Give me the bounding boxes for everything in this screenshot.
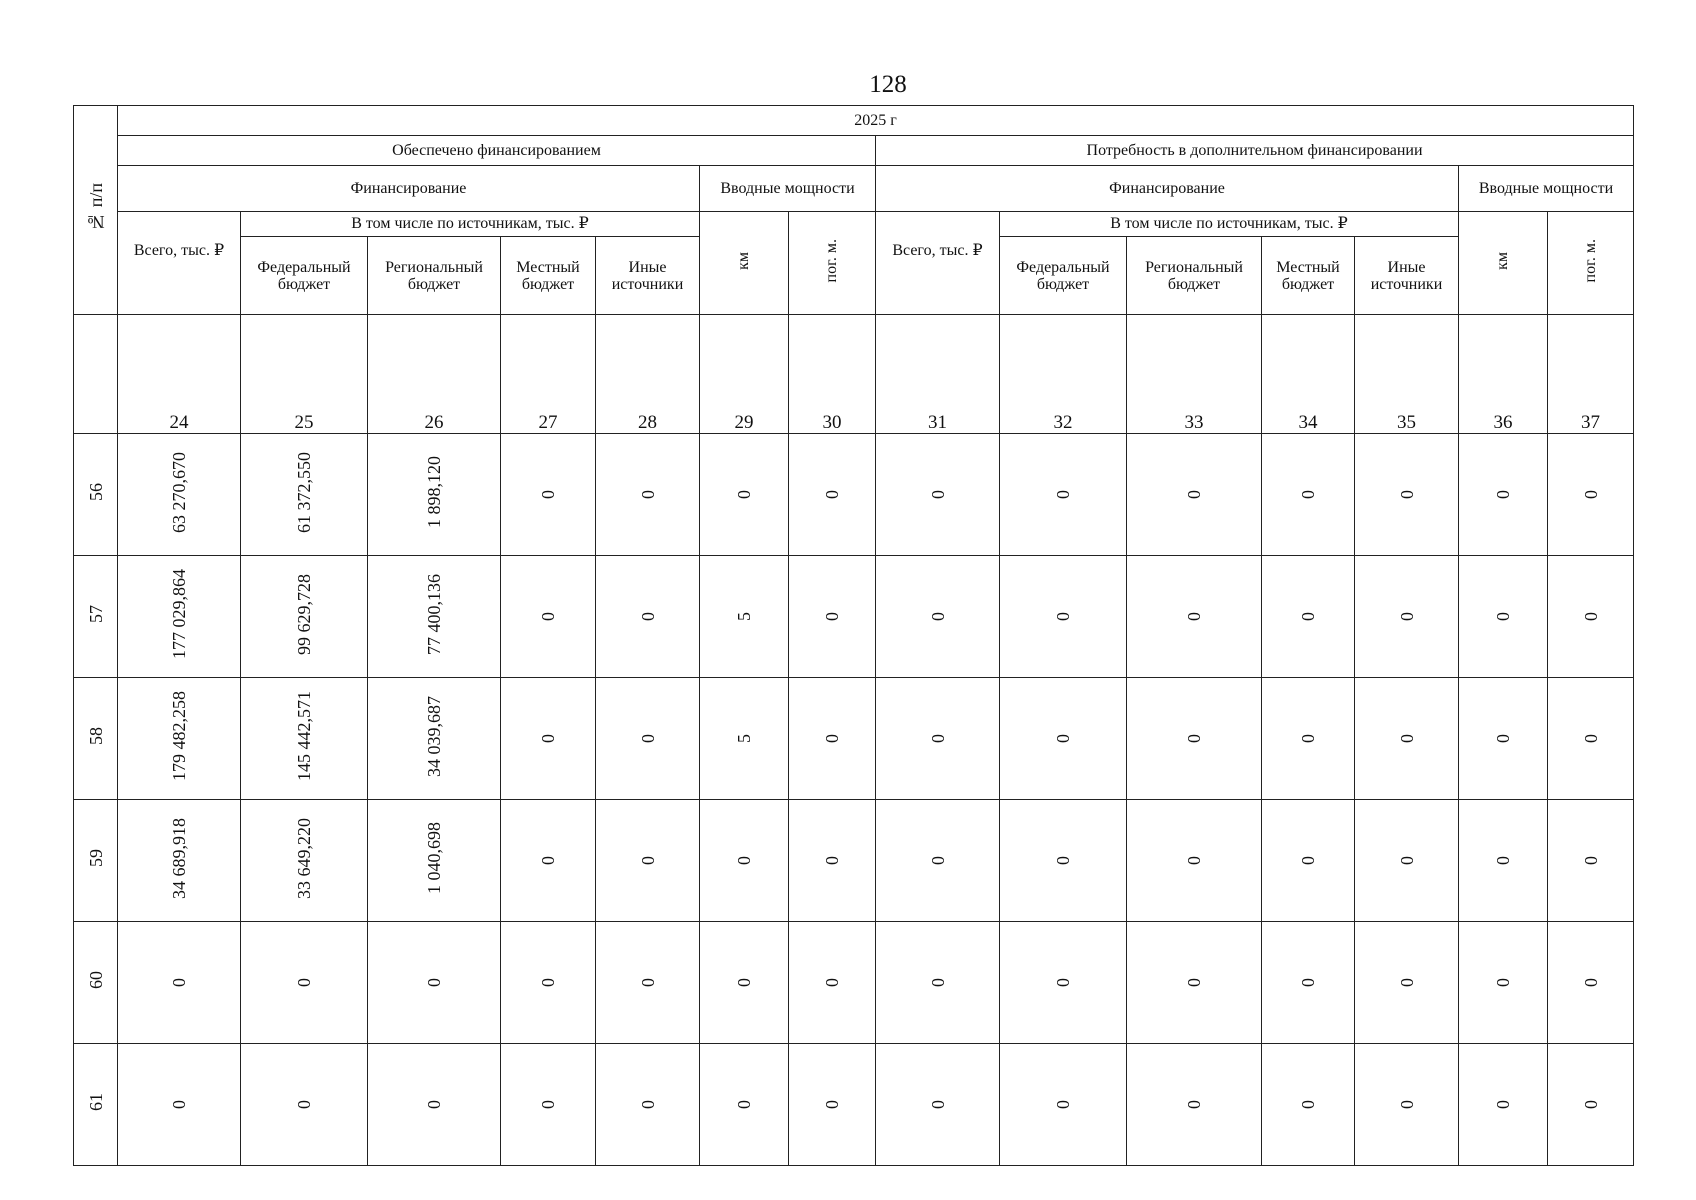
cell-value: 0 — [1184, 855, 1204, 865]
cell-value: 1 040,698 — [424, 822, 444, 894]
table-cell — [1548, 922, 1634, 1044]
table-cell — [596, 922, 700, 1044]
row-number-header — [74, 106, 118, 315]
cell-value: 0 — [1184, 733, 1204, 743]
table-cell — [118, 922, 241, 1044]
cell-value: 0 — [1493, 611, 1513, 621]
table-cell — [1000, 922, 1127, 1044]
cell-value: 0 — [1493, 855, 1513, 865]
cell-value: 0 — [1396, 489, 1417, 499]
cell-value: 0 — [637, 733, 658, 743]
table-cell — [1459, 922, 1548, 1044]
cell-value: 0 — [927, 733, 948, 743]
cell-value: 0 — [1298, 855, 1318, 865]
table-cell — [501, 1044, 596, 1166]
table-cell — [241, 800, 368, 922]
cell-value: 0 — [538, 1099, 558, 1109]
table-cell — [1000, 556, 1127, 678]
pog-m-label: пог. м. — [1581, 238, 1599, 283]
cell-value: 0 — [1053, 733, 1073, 743]
cell-value: 0 — [424, 1099, 444, 1109]
table-cell — [1262, 556, 1355, 678]
row-number: 60 — [85, 971, 106, 989]
table-cell — [1000, 434, 1127, 556]
table-cell — [700, 800, 789, 922]
table-cell — [241, 556, 368, 678]
table-cell — [876, 678, 1000, 800]
table-cell — [1127, 434, 1262, 556]
cell-value: 0 — [538, 733, 558, 743]
cell-value: 0 — [1493, 733, 1513, 743]
pog-m-label: пог. м. — [823, 238, 840, 283]
table-row — [74, 1044, 1634, 1166]
table-cell — [700, 556, 789, 678]
cell-value: 0 — [1396, 977, 1417, 987]
cell-value: 0 — [927, 977, 948, 987]
table-cell — [1548, 556, 1634, 678]
cell-value: 0 — [734, 489, 754, 499]
cell-value: 0 — [822, 733, 842, 743]
table-cell — [1459, 1044, 1548, 1166]
km-header-need — [1459, 212, 1548, 315]
table-cell — [700, 922, 789, 1044]
cell-value: 0 — [734, 1099, 754, 1109]
row-number-cell — [74, 922, 118, 1044]
table-cell — [501, 800, 596, 922]
row-number: 58 — [85, 727, 106, 745]
cell-value: 0 — [1298, 489, 1318, 499]
cell-value: 0 — [1053, 977, 1073, 987]
column-number: 33 — [1127, 315, 1262, 434]
table-cell — [501, 678, 596, 800]
table-body — [74, 434, 1634, 1166]
km-header-secured — [700, 212, 789, 315]
cell-value: 0 — [1298, 1099, 1318, 1109]
financing-table — [73, 105, 1634, 1166]
pog-m-header-secured — [789, 212, 876, 315]
table-cell — [118, 434, 241, 556]
cell-value: 0 — [1053, 489, 1073, 499]
local-header-need: Местный бюджет — [1262, 237, 1355, 315]
row-number-cell — [74, 434, 118, 556]
cell-value: 0 — [1580, 733, 1601, 743]
table-cell — [368, 1044, 501, 1166]
table-cell — [700, 1044, 789, 1166]
cell-value: 0 — [1184, 977, 1204, 987]
table-cell — [1355, 678, 1459, 800]
total-header-secured: Всего, тыс. ₽ — [118, 212, 241, 315]
cell-value: 0 — [1580, 611, 1601, 621]
cell-value: 0 — [1396, 733, 1417, 743]
table-cell — [596, 556, 700, 678]
table-row — [74, 678, 1634, 800]
table-cell — [1548, 800, 1634, 922]
cell-value: 0 — [169, 1099, 189, 1109]
table-cell — [1459, 678, 1548, 800]
table-cell — [241, 922, 368, 1044]
table-cell — [241, 1044, 368, 1166]
other-header-need: Иные источники — [1355, 237, 1459, 315]
cell-value: 0 — [734, 977, 754, 987]
table-cell — [368, 678, 501, 800]
other-header-secured: Иные источники — [596, 237, 700, 315]
table-cell — [1548, 678, 1634, 800]
row-number-cell — [74, 678, 118, 800]
cell-value: 0 — [538, 489, 558, 499]
row-number-label: № п/п — [85, 183, 106, 232]
table-cell — [789, 434, 876, 556]
row-number: 56 — [85, 483, 106, 501]
table-cell — [1548, 434, 1634, 556]
table-cell — [876, 922, 1000, 1044]
km-label: км — [1494, 251, 1511, 270]
table-cell — [1459, 434, 1548, 556]
cell-value: 0 — [1493, 489, 1513, 499]
column-number: 29 — [700, 315, 789, 434]
cell-value: 0 — [1053, 1099, 1073, 1109]
cell-value: 5 — [734, 733, 754, 743]
capacity-header-secured: Вводные мощности — [700, 166, 876, 212]
cell-value: 0 — [927, 611, 948, 621]
cell-value: 61 372,550 — [294, 451, 314, 533]
cell-value: 145 442,571 — [294, 691, 314, 781]
cell-value: 0 — [1184, 489, 1204, 499]
by-sources-header-secured: В том числе по источникам, тыс. ₽ — [241, 212, 700, 237]
cell-value: 0 — [294, 1099, 314, 1109]
column-number: 37 — [1548, 315, 1634, 434]
column-number: 26 — [368, 315, 501, 434]
column-number-row — [74, 315, 1634, 434]
table-cell — [1262, 678, 1355, 800]
table-row — [74, 434, 1634, 556]
regional-header-secured: Региональный бюджет — [368, 237, 501, 315]
cell-value: 34 039,687 — [424, 695, 444, 777]
cell-value: 33 649,220 — [294, 817, 314, 899]
table-cell — [1000, 800, 1127, 922]
table-cell — [1355, 556, 1459, 678]
cell-value: 0 — [1396, 1099, 1417, 1109]
cell-value: 0 — [637, 611, 658, 621]
column-number: 24 — [118, 315, 241, 434]
cell-value: 0 — [927, 1099, 948, 1109]
table-cell — [1262, 922, 1355, 1044]
secured-header: Обеспечено финансированием — [118, 136, 876, 166]
table-cell — [118, 678, 241, 800]
table-cell — [368, 922, 501, 1044]
table-cell — [1459, 556, 1548, 678]
table-cell — [876, 800, 1000, 922]
cell-value: 5 — [734, 611, 754, 621]
column-number: 35 — [1355, 315, 1459, 434]
cell-value: 0 — [538, 977, 558, 987]
cell-value: 0 — [1298, 733, 1318, 743]
table-cell — [596, 434, 700, 556]
total-header-need: Всего, тыс. ₽ — [876, 212, 1000, 315]
table-cell — [1127, 800, 1262, 922]
table-cell — [1355, 1044, 1459, 1166]
cell-value: 0 — [1184, 1099, 1204, 1109]
table-cell — [596, 800, 700, 922]
table-cell — [501, 922, 596, 1044]
table-cell — [1127, 556, 1262, 678]
cell-value: 0 — [637, 977, 658, 987]
cell-value: 0 — [1580, 1099, 1601, 1109]
cell-value: 179 482,258 — [169, 691, 189, 781]
table-row — [74, 556, 1634, 678]
federal-header-need: Федеральный бюджет — [1000, 237, 1127, 315]
table-cell — [789, 678, 876, 800]
pog-m-header-need — [1548, 212, 1634, 315]
cell-value: 99 629,728 — [294, 573, 314, 655]
km-label: км — [735, 251, 752, 270]
table-cell — [1548, 1044, 1634, 1166]
column-number: 36 — [1459, 315, 1548, 434]
table-cell — [501, 556, 596, 678]
table-cell — [700, 678, 789, 800]
cell-value: 34 689,918 — [169, 817, 189, 899]
cell-value: 0 — [927, 489, 948, 499]
year-header: 2025 г — [118, 106, 1634, 136]
cell-value: 0 — [1298, 977, 1318, 987]
cell-value: 0 — [734, 855, 754, 865]
cell-value: 0 — [637, 855, 658, 865]
cell-value: 0 — [1580, 977, 1601, 987]
table-cell — [1262, 800, 1355, 922]
table-cell — [118, 1044, 241, 1166]
column-number-empty — [74, 315, 118, 434]
table-cell — [501, 434, 596, 556]
row-number: 61 — [85, 1093, 106, 1111]
table-cell — [700, 434, 789, 556]
table-cell — [241, 678, 368, 800]
cell-value: 0 — [1053, 611, 1073, 621]
column-number: 32 — [1000, 315, 1127, 434]
regional-header-need: Региональный бюджет — [1127, 237, 1262, 315]
cell-value: 0 — [538, 611, 558, 621]
table-cell — [1262, 434, 1355, 556]
table-cell — [596, 678, 700, 800]
cell-value: 177 029,864 — [169, 569, 189, 659]
cell-value: 0 — [1184, 611, 1204, 621]
cell-value: 0 — [294, 977, 314, 987]
table-cell — [1355, 922, 1459, 1044]
column-number: 31 — [876, 315, 1000, 434]
cell-value: 0 — [822, 855, 842, 865]
table-cell — [241, 434, 368, 556]
cell-value: 0 — [1396, 855, 1417, 865]
table-cell — [368, 434, 501, 556]
cell-value: 0 — [1580, 489, 1601, 499]
table-row — [74, 800, 1634, 922]
table-cell — [368, 800, 501, 922]
cell-value: 0 — [1493, 977, 1513, 987]
cell-value: 0 — [822, 611, 842, 621]
table-cell — [876, 1044, 1000, 1166]
cell-value: 77 400,136 — [424, 573, 444, 655]
financing-header-need: Финансирование — [876, 166, 1459, 212]
column-number: 28 — [596, 315, 700, 434]
table-cell — [1127, 1044, 1262, 1166]
table-cell — [118, 556, 241, 678]
table-cell — [789, 800, 876, 922]
cell-value: 0 — [1053, 855, 1073, 865]
table-cell — [1000, 1044, 1127, 1166]
table-cell — [1262, 1044, 1355, 1166]
cell-value: 63 270,670 — [169, 451, 189, 533]
need-header: Потребность в дополнительном финансировании — [876, 136, 1634, 166]
table-cell — [1127, 678, 1262, 800]
table-cell — [118, 800, 241, 922]
table-cell — [789, 1044, 876, 1166]
column-number: 27 — [501, 315, 596, 434]
federal-header-secured: Федеральный бюджет — [241, 237, 368, 315]
row-number-cell — [74, 556, 118, 678]
table-cell — [789, 556, 876, 678]
cell-value: 0 — [1396, 611, 1417, 621]
cell-value: 0 — [822, 1099, 842, 1109]
table-cell — [368, 556, 501, 678]
table-cell — [1000, 678, 1127, 800]
column-number: 34 — [1262, 315, 1355, 434]
table-cell — [1127, 922, 1262, 1044]
table-row — [74, 922, 1634, 1044]
column-number: 30 — [789, 315, 876, 434]
cell-value: 0 — [637, 1099, 658, 1109]
column-number: 25 — [241, 315, 368, 434]
table-cell — [1459, 800, 1548, 922]
cell-value: 0 — [1580, 855, 1601, 865]
row-number-cell — [74, 800, 118, 922]
row-number-cell — [74, 1044, 118, 1166]
cell-value: 0 — [822, 489, 842, 499]
table-cell — [789, 922, 876, 1044]
table-cell — [1355, 800, 1459, 922]
financing-header-secured: Финансирование — [118, 166, 700, 212]
row-number: 57 — [85, 605, 106, 623]
cell-value: 1 898,120 — [424, 456, 444, 528]
cell-value: 0 — [927, 855, 948, 865]
row-number: 59 — [85, 849, 106, 867]
capacity-header-need: Вводные мощности — [1459, 166, 1634, 212]
by-sources-header-need: В том числе по источникам, тыс. ₽ — [1000, 212, 1459, 237]
cell-value: 0 — [538, 855, 558, 865]
cell-value: 0 — [1493, 1099, 1513, 1109]
local-header-secured: Местный бюджет — [501, 237, 596, 315]
table-cell — [876, 434, 1000, 556]
cell-value: 0 — [822, 977, 842, 987]
cell-value: 0 — [1298, 611, 1318, 621]
cell-value: 0 — [169, 977, 189, 987]
cell-value: 0 — [424, 977, 444, 987]
table-cell — [1355, 434, 1459, 556]
page-number: 128 — [869, 71, 907, 98]
table-cell — [596, 1044, 700, 1166]
table-cell — [876, 556, 1000, 678]
cell-value: 0 — [637, 489, 658, 499]
